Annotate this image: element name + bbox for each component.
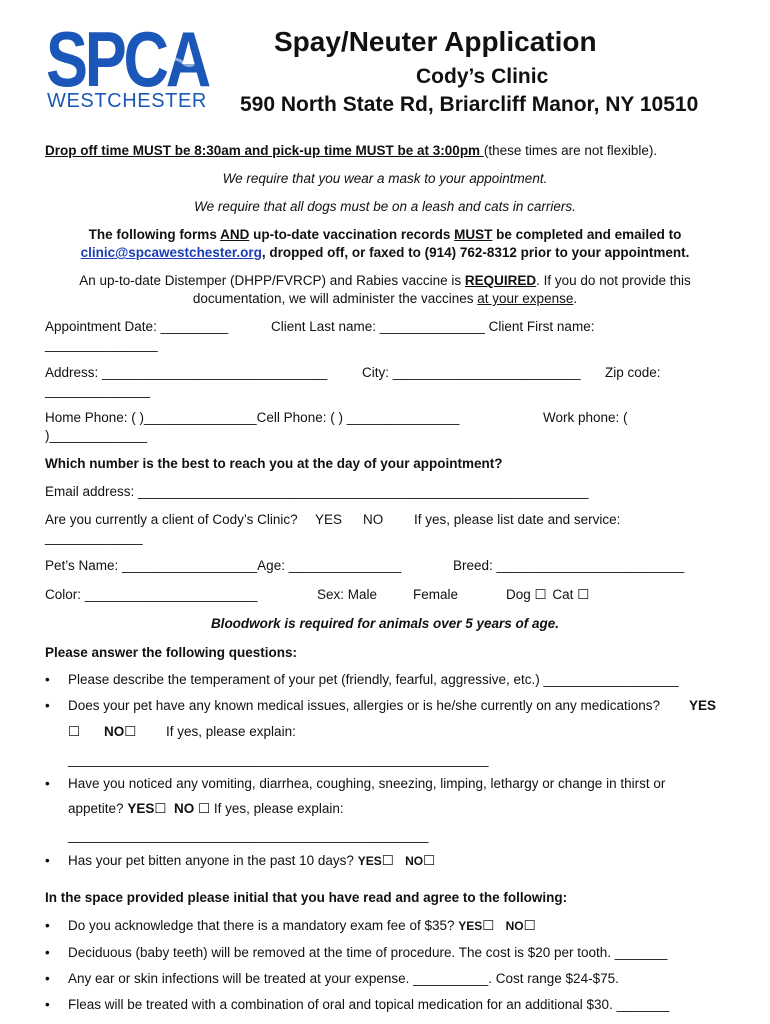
appointment-date-field[interactable]: Appointment Date: _________ bbox=[45, 319, 229, 334]
cat-label: Cat bbox=[552, 587, 574, 602]
spca-logo-mark bbox=[46, 22, 211, 92]
symptoms-question: Have you noticed any vomiting, diarrhea, coughing, sneezing, limping, lethargy or change in thirst or bbox=[68, 776, 666, 791]
logo-subtitle: WESTCHESTER bbox=[47, 90, 207, 112]
current-client-question: Are you currently a client of Cody’s Clinic? bbox=[45, 512, 298, 527]
bullet bbox=[45, 672, 50, 687]
bullet bbox=[45, 698, 50, 713]
current-client-yes[interactable]: YES bbox=[315, 512, 343, 527]
forms-notice-line1: The following forms AND up-to-date vaccination records MUST be completed and emailed to bbox=[88, 227, 682, 242]
client-first-name-line[interactable]: _______________ bbox=[45, 337, 158, 352]
cat-checkbox[interactable]: ☐ bbox=[577, 587, 590, 602]
medical-explain-line[interactable]: ________________________________________________________ bbox=[68, 752, 489, 767]
bullet bbox=[45, 918, 50, 933]
best-number-question: Which number is the best to reach you at the day of your appointment? bbox=[45, 456, 503, 471]
dog-checkbox[interactable]: ☐ bbox=[534, 587, 547, 602]
color-field[interactable]: Color: _______________________ bbox=[45, 587, 258, 602]
medical-explain-label: If yes, please explain: bbox=[166, 724, 296, 739]
symptoms-no-checkbox[interactable]: ☐ bbox=[197, 801, 211, 816]
exam-fee-yes[interactable]: YES bbox=[458, 919, 483, 933]
symptoms-explain-line[interactable]: ________________________________________________ bbox=[68, 828, 429, 843]
clinic-email-link[interactable]: clinic@spcawestchester.org bbox=[80, 245, 262, 260]
bite-question: Has your pet bitten anyone in the past 10 days? YES☐ NO☐ bbox=[68, 853, 436, 868]
city-field[interactable]: City: _________________________ bbox=[362, 365, 581, 380]
leash-notice: We require that all dogs must be on a leash and cats in carriers. bbox=[194, 199, 576, 214]
bullet bbox=[45, 997, 50, 1012]
bite-no[interactable]: NO bbox=[405, 854, 424, 868]
exam-fee-item: Do you acknowledge that there is a mandatory exam fee of $35? YES☐ NO☐ bbox=[68, 918, 536, 933]
species-options bbox=[506, 587, 589, 603]
temperament-question[interactable]: Please describe the temperament of your pet (friendly, fearful, aggressive, etc.) __________________ bbox=[68, 672, 679, 687]
medical-no[interactable]: NO☐ bbox=[104, 724, 137, 739]
fleas-item[interactable]: Fleas will be treated with a combination of oral and topical medication for an additional $30. _______ bbox=[68, 997, 670, 1012]
service-line[interactable]: _____________ bbox=[45, 530, 143, 545]
spca-westchester-logo bbox=[44, 22, 214, 118]
exam-fee-no-checkbox[interactable]: ☐ bbox=[523, 918, 536, 933]
zip-code-line[interactable]: ______________ bbox=[45, 383, 151, 398]
work-phone-label: Work phone: ( bbox=[543, 410, 628, 425]
symptoms-yes[interactable]: YES bbox=[127, 801, 155, 816]
exam-fee-yes-checkbox[interactable]: ☐ bbox=[482, 918, 495, 933]
sex-female-option[interactable]: Female bbox=[413, 587, 459, 602]
exam-fee-no[interactable]: NO bbox=[505, 919, 524, 933]
medical-no-checkbox[interactable]: ☐ bbox=[124, 724, 137, 739]
client-name-fields[interactable]: Client Last name: ______________ Client First name: bbox=[271, 319, 595, 334]
page-title: Spay/Neuter Application bbox=[274, 26, 597, 57]
forms-notice-line2: clinic@spcawestchester.org, dropped off, or faxed to (914) 762-8312 prior to your appointment. bbox=[80, 245, 690, 260]
zip-code-label: Zip code: bbox=[605, 365, 661, 380]
work-phone-line[interactable]: )_____________ bbox=[45, 428, 148, 443]
symptoms-no[interactable]: NO bbox=[173, 801, 195, 816]
email-field[interactable]: Email address: ____________________________________________________________ bbox=[45, 484, 589, 499]
address-field[interactable]: Address: ______________________________ bbox=[45, 365, 328, 380]
symptoms-question-cont: appetite? YES☐ NO ☐ If yes, please explain: bbox=[68, 801, 344, 816]
vaccine-notice-line2: documentation, we will administer the vaccines at your expense. bbox=[192, 291, 578, 306]
bullet bbox=[45, 945, 50, 960]
dropoff-notice: Drop off time MUST be 8:30am and pick-up time MUST be at 3:00pm (these times are not flexible). bbox=[45, 143, 658, 158]
bite-yes-checkbox[interactable]: ☐ bbox=[381, 853, 394, 868]
questions-heading: Please answer the following questions: bbox=[45, 645, 298, 660]
mask-notice: We require that you wear a mask to your appointment. bbox=[222, 171, 548, 186]
vaccine-notice-line1: An up-to-date Distemper (DHPP/FVRCP) and Rabies vaccine is REQUIRED. If you do not provide this bbox=[79, 273, 691, 288]
bullet bbox=[45, 853, 50, 868]
baby-teeth-item[interactable]: Deciduous (baby teeth) will be removed at the time of procedure. The cost is $20 per tooth. _______ bbox=[68, 945, 668, 960]
service-label: If yes, please list date and service: bbox=[414, 512, 621, 527]
breed-field[interactable]: Breed: _________________________ bbox=[453, 558, 685, 573]
symptoms-yes-checkbox[interactable]: ☐ bbox=[154, 801, 167, 816]
bullet bbox=[45, 971, 50, 986]
bloodwork-notice: Bloodwork is required for animals over 5 years of age. bbox=[210, 616, 560, 631]
medical-yes[interactable]: YES bbox=[689, 698, 717, 713]
dog-label: Dog bbox=[506, 587, 531, 602]
clinic-address: 590 North State Rd, Briarcliff Manor, NY 10510 bbox=[240, 93, 699, 116]
sex-male-option[interactable]: Sex: Male bbox=[317, 587, 378, 602]
clinic-name: Cody’s Clinic bbox=[416, 65, 549, 88]
infections-item[interactable]: Any ear or skin infections will be treated at your expense. __________. Cost range $24-$75. bbox=[68, 971, 619, 986]
pet-name-age-fields[interactable]: Pet’s Name: __________________Age: _______________ bbox=[45, 558, 402, 573]
bite-yes[interactable]: YES bbox=[357, 854, 382, 868]
phone-fields[interactable]: Home Phone: ( )_______________Cell Phone: ( ) _______________ bbox=[45, 410, 460, 425]
bullet bbox=[45, 776, 50, 791]
current-client-no[interactable]: NO bbox=[363, 512, 384, 527]
medical-issues-question: Does your pet have any known medical issues, allergies or is he/she currently on any medications? bbox=[68, 698, 661, 713]
logo-letters: SPCA bbox=[46, 22, 211, 92]
agreement-heading: In the space provided please initial that you have read and agree to the following: bbox=[45, 890, 568, 905]
bite-no-checkbox[interactable]: ☐ bbox=[423, 853, 436, 868]
medical-yes-checkbox[interactable]: ☐ bbox=[68, 724, 81, 739]
